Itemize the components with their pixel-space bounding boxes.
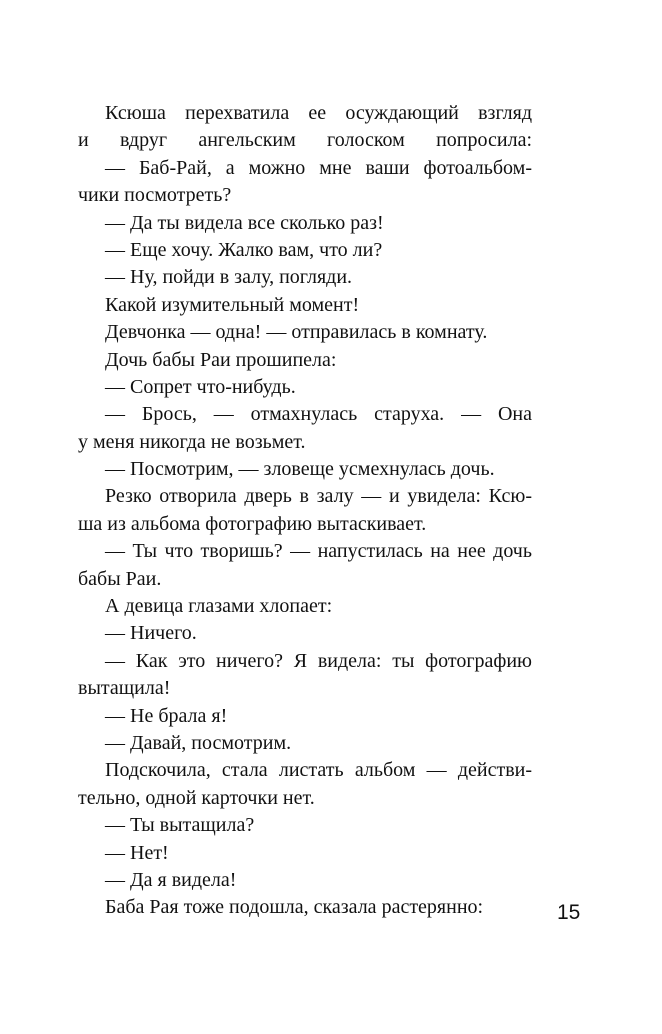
text-line: — Посмотрим, — зловеще усмехнулась дочь. (105, 458, 495, 481)
text-line: А девица глазами хлопает: (105, 595, 333, 618)
text-line: — Ничего. (105, 622, 197, 645)
text-line: — Да ты видела все сколько раз! (105, 211, 384, 234)
text-line: у меня никогда не возьмет. (78, 430, 306, 453)
text-line: — Сопрет что-нибудь. (105, 375, 296, 398)
text-line: Девчонка — одна! — отправилась в комнату. (105, 321, 488, 344)
text-line: — Ты что творишь? — напустилась на нее дочь (105, 540, 532, 563)
text-line: Какой изумительный момент! (105, 293, 360, 316)
text-line: — Брось, — отмахнулась старуха. — Она (105, 403, 532, 426)
text-line: бабы Раи. (78, 567, 162, 590)
text-line: — Нет! (105, 841, 169, 864)
text-line: чики посмотреть? (78, 184, 232, 207)
book-page-text (78, 100, 532, 922)
text-line: — Баб-Рай, а можно мне ваши фотоальбом- (105, 156, 532, 179)
text-line: и вдруг ангельским голоском попросила: (78, 129, 532, 152)
text-line: Резко отворила дверь в залу — и увидела: Ксю- (105, 485, 532, 508)
text-line: Подскочила, стала листать альбом — действи- (105, 759, 532, 782)
page-number: 15 (557, 901, 581, 924)
text-line: — Ну, пойди в залу, погляди. (105, 266, 353, 289)
text-line: вытащила! (78, 677, 171, 700)
text-line: ша из альбома фотографию вытаскивает. (78, 512, 427, 535)
text-line: Дочь бабы Раи прошипела: (105, 348, 337, 371)
text-line: — Ты вытащила? (105, 814, 255, 837)
text-line: — Да я видела! (105, 868, 237, 891)
text-line: тельно, одной карточки нет. (78, 786, 315, 809)
text-line: Ксюша перехватила ее осуждающий взгляд (105, 102, 532, 124)
text-line: Баба Рая тоже подошла, сказала растерянно: (105, 896, 484, 919)
text-line: — Давай, посмотрим. (105, 731, 292, 754)
text-line: — Как это ничего? Я видела: ты фотографию (105, 649, 532, 672)
text-line: — Не брала я! (105, 704, 228, 727)
text-line: — Еще хочу. Жалко вам, что ли? (105, 238, 383, 261)
